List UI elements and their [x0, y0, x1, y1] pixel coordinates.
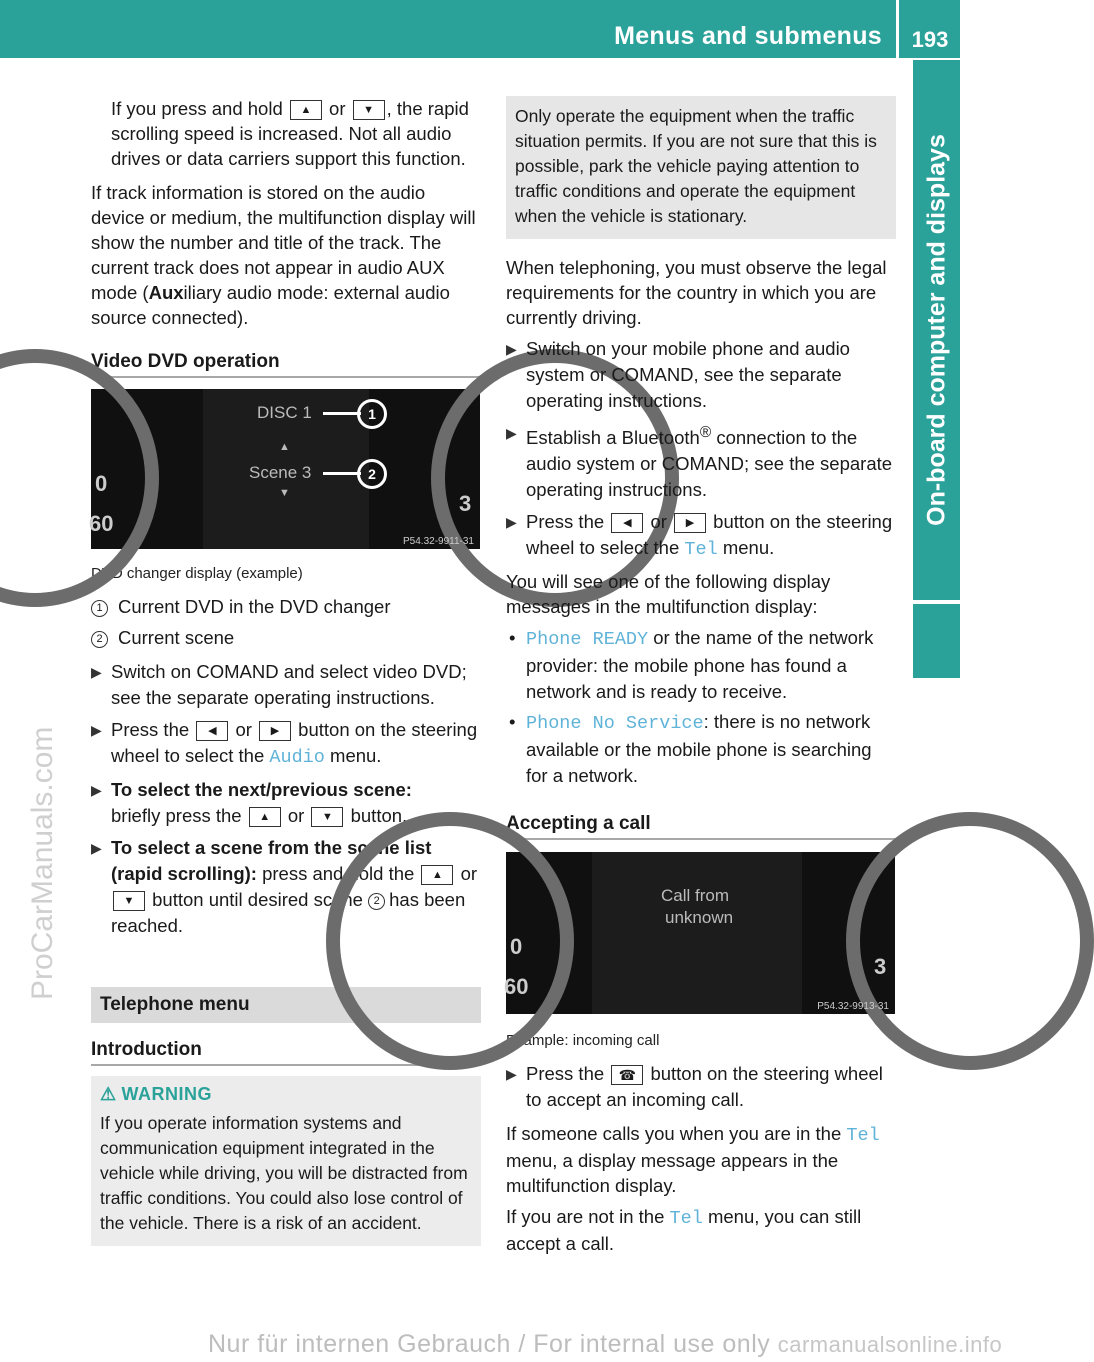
warning-text: If you operate information systems and communication equipment integrated in the vehicle while driving, you will be distracted from traffic conditions. You could also lose control of the vehicle. There is a risk of an accident.	[100, 1113, 468, 1233]
step-arrow-icon: ▶	[506, 341, 517, 357]
left-column	[91, 96, 481, 1246]
scene-label: Scene 3	[249, 463, 312, 482]
legend-item: 2 Current scene	[91, 625, 481, 650]
callout-1: 1	[357, 399, 387, 429]
step-arrow-icon: ▶	[506, 425, 517, 441]
legend-item: 1 Current DVD in the DVD changer	[91, 594, 481, 619]
step-arrow-icon: ▶	[91, 664, 102, 680]
phone-no-service-label: Phone No Service	[526, 713, 704, 735]
down-button-icon: ▼	[353, 100, 385, 120]
call-from-label: Call from	[661, 886, 730, 906]
instruction-step: ▶ Press the ◀ or ▶ button on the steering wheel to select the Audio menu.	[91, 719, 478, 768]
step-arrow-icon: ▶	[91, 722, 102, 738]
introduction-heading: Introduction	[91, 1039, 481, 1066]
rapid-scroll-note: If you press and hold ▲ or ▼ , the rapid scrolling speed is increased. Not all audio drives or data carriers support this function.	[111, 98, 469, 169]
site-watermark: carmanualsonline.info	[777, 1332, 1003, 1357]
step-arrow-icon: ▶	[91, 840, 102, 856]
tel-menu-label: Tel	[669, 1208, 703, 1230]
safety-note-box: Only operate the equipment when the traffic situation permits. If you are not sure that this is possible, park the vehicle paying attention to traffic conditions and operate the equipment when the vehicle is stationary.	[506, 96, 896, 239]
scroll-up-indicator: ▲	[279, 441, 290, 453]
step-arrow-icon: ▶	[506, 1066, 517, 1083]
message-item: • Phone READY or the name of the network provider: the mobile phone has found a network and is ready to receive.	[509, 627, 874, 703]
callout-2: 2	[357, 459, 387, 489]
up-button-icon: ▲	[249, 807, 281, 827]
page-header	[0, 0, 960, 58]
right-button-icon: ▶	[674, 513, 706, 533]
header-title: Menus and submenus	[614, 22, 882, 50]
instruction-step: ▶ Press the ◀ or ▶ button on the steering wheel to select the Tel menu.	[506, 511, 893, 561]
dvd-changer-display-figure: 0 60 3 DISC 1 ▲ Scene 3 ▼ 1 2 P54.32-9911-31	[91, 389, 480, 549]
message-item: • Phone No Service: there is no network available or the mobile phone is searching for a network.	[509, 711, 872, 787]
instruction-step: ▶ Press the ☎ button on the steering wheel to accept an incoming call.	[506, 1063, 883, 1111]
scroll-down-indicator: ▼	[279, 487, 290, 499]
warning-header	[100, 1082, 472, 1107]
tel-menu-label: Tel	[846, 1125, 880, 1147]
instruction-step: ▶ To select the next/previous scene: briefly press the ▲ or ▼ button.	[91, 779, 412, 826]
figure-ref: P54.32-9913-31	[817, 1001, 889, 1013]
instruction-step: ▶ Switch on COMAND and select video DVD; see the separate operating instructions.	[91, 661, 467, 708]
telephone-menu-heading: Telephone menu	[91, 987, 481, 1023]
phone-icon: ☎	[611, 1065, 643, 1085]
warning-title: WARNING	[121, 1084, 213, 1104]
phone-ready-label: Phone READY	[526, 629, 649, 651]
step-arrow-icon: ▶	[506, 514, 517, 531]
bottom-watermark	[208, 1330, 1002, 1359]
instruction-step: ▶ Establish a Bluetooth® connection to the audio system or COMAND; see the separate operating instructions.	[506, 420, 896, 503]
disc-label: DISC 1	[257, 403, 312, 422]
down-button-icon: ▼	[113, 891, 145, 911]
right-button-icon: ▶	[259, 721, 291, 741]
left-button-icon: ◀	[196, 721, 228, 741]
accepting-call-heading: Accepting a call	[506, 813, 896, 840]
page-number: 193	[911, 27, 949, 52]
messages-intro: You will see one of the following display messages in the multifunction display:	[506, 571, 831, 618]
down-button-icon: ▼	[311, 807, 343, 827]
caller-label: unknown	[665, 908, 734, 928]
warning-triangle-icon: ⚠	[100, 1084, 117, 1104]
left-button-icon: ◀	[611, 513, 643, 533]
instruction-step: ▶ Switch on your mobile phone and audio system or COMAND, see the separate operating instructions.	[506, 338, 850, 411]
right-column	[506, 96, 896, 1256]
warning-box	[91, 1076, 481, 1246]
figure-caption: Example: incoming call	[506, 1032, 660, 1050]
track-info-paragraph: If track information is stored on the audio device or medium, the multifunction display will show the number and title of the track. The current track does not appear in audio AUX mode (Auxiliary audio mode: external audio source connected).	[91, 182, 476, 328]
internal-use-watermark: Nur für internen Gebrauch / For internal use only	[208, 1330, 771, 1358]
side-tab	[913, 60, 960, 600]
up-button-icon: ▲	[421, 865, 453, 885]
telephoning-paragraph: When telephoning, you must observe the legal requirements for the country in which you are currently driving.	[506, 257, 887, 328]
tel-menu-call-paragraph: If someone calls you when you are in the Tel menu, a display message appears in the multifunction display.	[506, 1123, 880, 1197]
up-button-icon: ▲	[290, 100, 322, 120]
figure-ref: P54.32-9911-31	[403, 536, 474, 547]
side-tab-label: On-board computer and displays	[922, 134, 950, 526]
audio-menu-label: Audio	[269, 747, 325, 768]
header-separator	[896, 0, 899, 58]
instruction-step: ▶ To select a scene from the scene list (rapid scrolling): press and hold the ▲ or ▼ button until desired scene 2 has been reached.	[91, 837, 478, 936]
not-in-tel-paragraph: If you are not in the Tel menu, you can still accept a call.	[506, 1206, 862, 1255]
video-dvd-heading: Video DVD operation	[91, 351, 481, 378]
incoming-call-display-figure: 0 60 3 Call from unknown P54.32-9913-31	[506, 852, 895, 1014]
tel-menu-label: Tel	[684, 539, 718, 561]
step-arrow-icon: ▶	[91, 782, 102, 798]
side-watermark: ProCarManuals.com	[26, 726, 59, 1000]
figure-caption: DVD changer display (example)	[91, 565, 303, 582]
side-tab-block	[913, 604, 960, 678]
